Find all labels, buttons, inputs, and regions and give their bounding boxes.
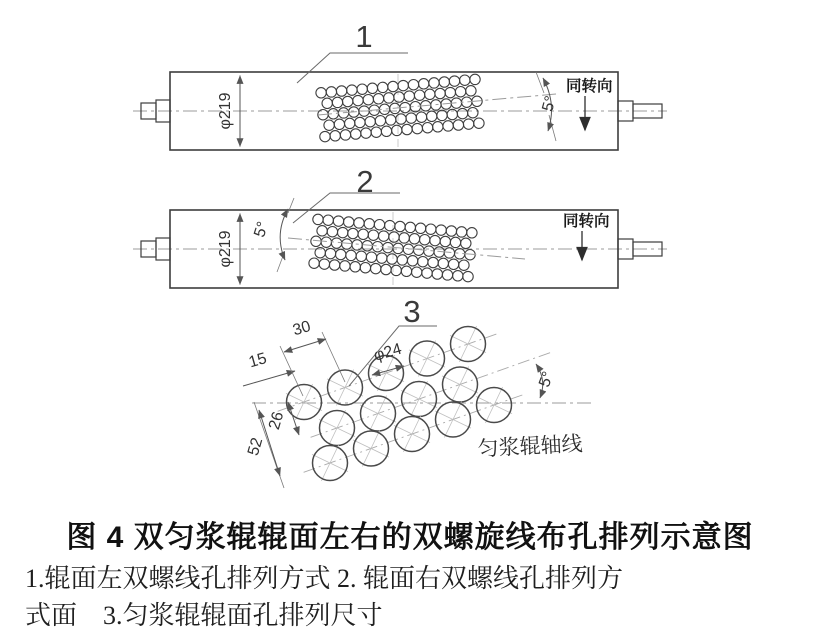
roller-hole xyxy=(352,240,362,250)
roller-hole xyxy=(340,261,350,271)
roller-hole xyxy=(336,86,346,96)
roller-hole xyxy=(392,125,402,135)
roller-hole xyxy=(404,91,414,101)
roller-hole xyxy=(399,233,409,243)
roller-hole xyxy=(438,258,448,268)
figure-legend-line-2: 式面 3.匀浆辊辊面孔排列尺寸 xyxy=(25,601,383,630)
roller-hole xyxy=(348,228,358,238)
roller-hole xyxy=(338,227,348,237)
roller-hole xyxy=(361,128,371,138)
roller-hole xyxy=(408,80,418,90)
roller-hole xyxy=(467,228,477,238)
item-3-label: 3 xyxy=(403,294,421,329)
roller-hole xyxy=(368,230,378,240)
roller-hole xyxy=(387,254,397,264)
roller-hole xyxy=(360,263,370,273)
roller-hole xyxy=(340,130,350,140)
item-1-label: 1 xyxy=(355,19,373,54)
roller-hole xyxy=(345,118,355,128)
detail-row-axis xyxy=(304,395,523,472)
roller-hole xyxy=(324,120,334,130)
roller-hole xyxy=(371,263,381,273)
roller-hole xyxy=(317,226,327,236)
roller-hole xyxy=(377,253,387,263)
roller-hole xyxy=(316,88,326,98)
roller-hole xyxy=(327,227,337,237)
hole-center-cross xyxy=(403,416,420,452)
roller-hole xyxy=(379,231,389,241)
roller-hole xyxy=(468,108,478,118)
dim-30-label: 30 xyxy=(290,318,313,340)
roller-hole xyxy=(428,257,438,267)
roller-hole xyxy=(344,217,354,227)
roller-hole xyxy=(448,259,458,269)
roller-hole xyxy=(405,222,415,232)
roller-hole xyxy=(419,79,429,89)
item-1-leader xyxy=(297,53,408,83)
dim-30-line xyxy=(284,339,326,352)
roller-hole xyxy=(356,251,366,261)
roller-hole xyxy=(388,81,398,91)
roller-hole xyxy=(321,237,331,247)
figure-legend-line-1: 1.辊面左双螺线孔排列方式 2. 辊面右双螺线孔排列方 xyxy=(25,564,624,593)
roller-hole xyxy=(439,77,449,87)
roller-hole xyxy=(420,235,430,245)
roller-hole xyxy=(456,227,466,237)
angle-leg xyxy=(277,256,283,272)
figure-legend xyxy=(25,560,805,634)
roller-hole xyxy=(443,121,453,131)
roller-hole xyxy=(416,112,426,122)
roller-hole xyxy=(460,75,470,85)
roller-hole xyxy=(357,84,367,94)
roller-hole xyxy=(425,89,435,99)
roller-hole xyxy=(323,215,333,225)
roller-right-angle-arc xyxy=(280,209,288,260)
roller-hole xyxy=(336,249,346,259)
roller-hole xyxy=(430,235,440,245)
roller-hole xyxy=(412,267,422,277)
roller-hole xyxy=(366,252,376,262)
roller-hole xyxy=(442,270,452,280)
dim-15-line xyxy=(243,371,295,386)
hole-center-cross xyxy=(321,445,338,481)
roller-hole xyxy=(343,96,353,106)
roller-hole xyxy=(350,262,360,272)
roller-hole xyxy=(365,117,375,127)
roller-hole xyxy=(398,80,408,90)
roller-hole xyxy=(457,108,467,118)
roller-hole xyxy=(378,82,388,92)
roller-hole xyxy=(354,218,364,228)
roller-hole xyxy=(407,256,417,266)
hole-center-cross xyxy=(362,431,379,467)
roller-hole xyxy=(358,229,368,239)
roller-hole xyxy=(319,259,329,269)
roller-hole xyxy=(418,257,428,267)
roller-hole xyxy=(371,127,381,137)
roller-hole xyxy=(432,269,442,279)
roller-hole xyxy=(427,111,437,121)
roller-hole xyxy=(353,95,363,105)
roller-hole xyxy=(386,115,396,125)
roller-hole xyxy=(394,92,404,102)
roller-hole xyxy=(395,221,405,231)
roller-hole xyxy=(453,271,463,281)
figure-caption: 图 4 双匀浆辊辊面左右的双螺旋线布孔排列示意图 xyxy=(66,521,754,554)
roller-hole xyxy=(346,250,356,260)
roller-hole xyxy=(401,266,411,276)
roller-hole xyxy=(320,131,330,141)
roller-hole xyxy=(455,87,465,97)
roller-hole xyxy=(313,214,323,224)
hole-center-cross xyxy=(336,370,353,406)
hole-center-cross xyxy=(444,402,461,438)
roller-hole xyxy=(474,118,484,128)
roller-hole xyxy=(459,260,469,270)
hole-center-cross xyxy=(328,410,345,446)
roller-hole xyxy=(415,223,425,233)
roller-hole xyxy=(435,88,445,98)
roller-hole xyxy=(445,87,455,97)
dim-52-label: 52 xyxy=(245,435,267,458)
hole-center-cross xyxy=(369,396,386,432)
dim-26-label: 26 xyxy=(266,409,288,432)
roller-hole xyxy=(463,119,473,129)
hole-center-cross xyxy=(485,387,502,423)
roller-hole xyxy=(406,113,416,123)
roller-hole xyxy=(381,264,391,274)
roller-hole xyxy=(374,220,384,230)
roller-hole xyxy=(433,122,443,132)
dim-hole-dia-label: φ24 xyxy=(371,340,404,365)
roller-hole xyxy=(355,117,365,127)
roller-hole xyxy=(367,83,377,93)
roller-left-view xyxy=(133,19,667,150)
roller-hole xyxy=(351,129,361,139)
roller-hole xyxy=(330,131,340,141)
roller-hole xyxy=(422,123,432,133)
roller-right-diameter-label: φ219 xyxy=(217,230,234,268)
item-2-leader xyxy=(293,193,400,223)
roller-hole xyxy=(436,225,446,235)
roller-hole xyxy=(309,258,319,268)
roller-hole xyxy=(426,224,436,234)
roller-hole xyxy=(381,126,391,136)
roller-hole xyxy=(429,78,439,88)
roller-hole xyxy=(409,234,419,244)
roller-hole xyxy=(402,124,412,134)
roller-hole xyxy=(440,236,450,246)
roller-hole xyxy=(463,271,473,281)
roller-hole xyxy=(449,76,459,86)
roller-hole xyxy=(329,260,339,270)
detail-row-axis xyxy=(311,353,551,438)
roller-hole xyxy=(373,94,383,104)
roller-right-rotation-label: 同转向 xyxy=(563,213,610,230)
detail-angle-label: 5° xyxy=(536,369,558,390)
roller-hole xyxy=(347,85,357,95)
roller-hole xyxy=(446,226,456,236)
roller-hole xyxy=(322,98,332,108)
hole-center-cross xyxy=(459,326,476,362)
roller-hole xyxy=(363,95,373,105)
roller-left-angle-label: 5° xyxy=(539,94,560,114)
roller-hole xyxy=(332,97,342,107)
item-2-label: 2 xyxy=(356,164,374,199)
roller-right-view xyxy=(133,164,667,288)
roller-hole xyxy=(333,216,343,226)
roller-hole xyxy=(325,248,335,258)
roller-hole xyxy=(450,237,460,247)
roller-hole xyxy=(375,116,385,126)
roller-hole xyxy=(453,120,463,130)
roller-hole xyxy=(334,119,344,129)
roller-hole xyxy=(444,248,454,258)
roller-right-angle-label: 5° xyxy=(251,219,273,240)
hole-center-cross xyxy=(418,341,435,377)
extension-line xyxy=(280,346,303,396)
roller-hole xyxy=(461,238,471,248)
detail-axis-label: 匀浆辊轴线 xyxy=(477,431,584,461)
dim-15-label: 15 xyxy=(246,350,269,372)
roller-left-diameter-label: φ219 xyxy=(217,92,234,130)
roller-hole xyxy=(414,90,424,100)
roller-left-rotation-label: 同转向 xyxy=(566,78,613,95)
hole-detail-view xyxy=(243,294,593,488)
roller-hole xyxy=(422,268,432,278)
roller-hole xyxy=(437,110,447,120)
angle-leg xyxy=(549,115,556,141)
roller-hole xyxy=(384,93,394,103)
roller-hole xyxy=(466,86,476,96)
hole-center-cross xyxy=(295,384,312,420)
roller-hole xyxy=(389,232,399,242)
angle-leg xyxy=(536,72,544,93)
roller-hole xyxy=(470,74,480,84)
roller-hole xyxy=(396,114,406,124)
roller-hole xyxy=(397,255,407,265)
hole-center-cross xyxy=(451,367,468,403)
roller-hole xyxy=(393,243,403,253)
hole-center-cross xyxy=(410,381,427,417)
roller-hole xyxy=(412,123,422,133)
roller-hole xyxy=(364,219,374,229)
roller-hole xyxy=(326,87,336,97)
